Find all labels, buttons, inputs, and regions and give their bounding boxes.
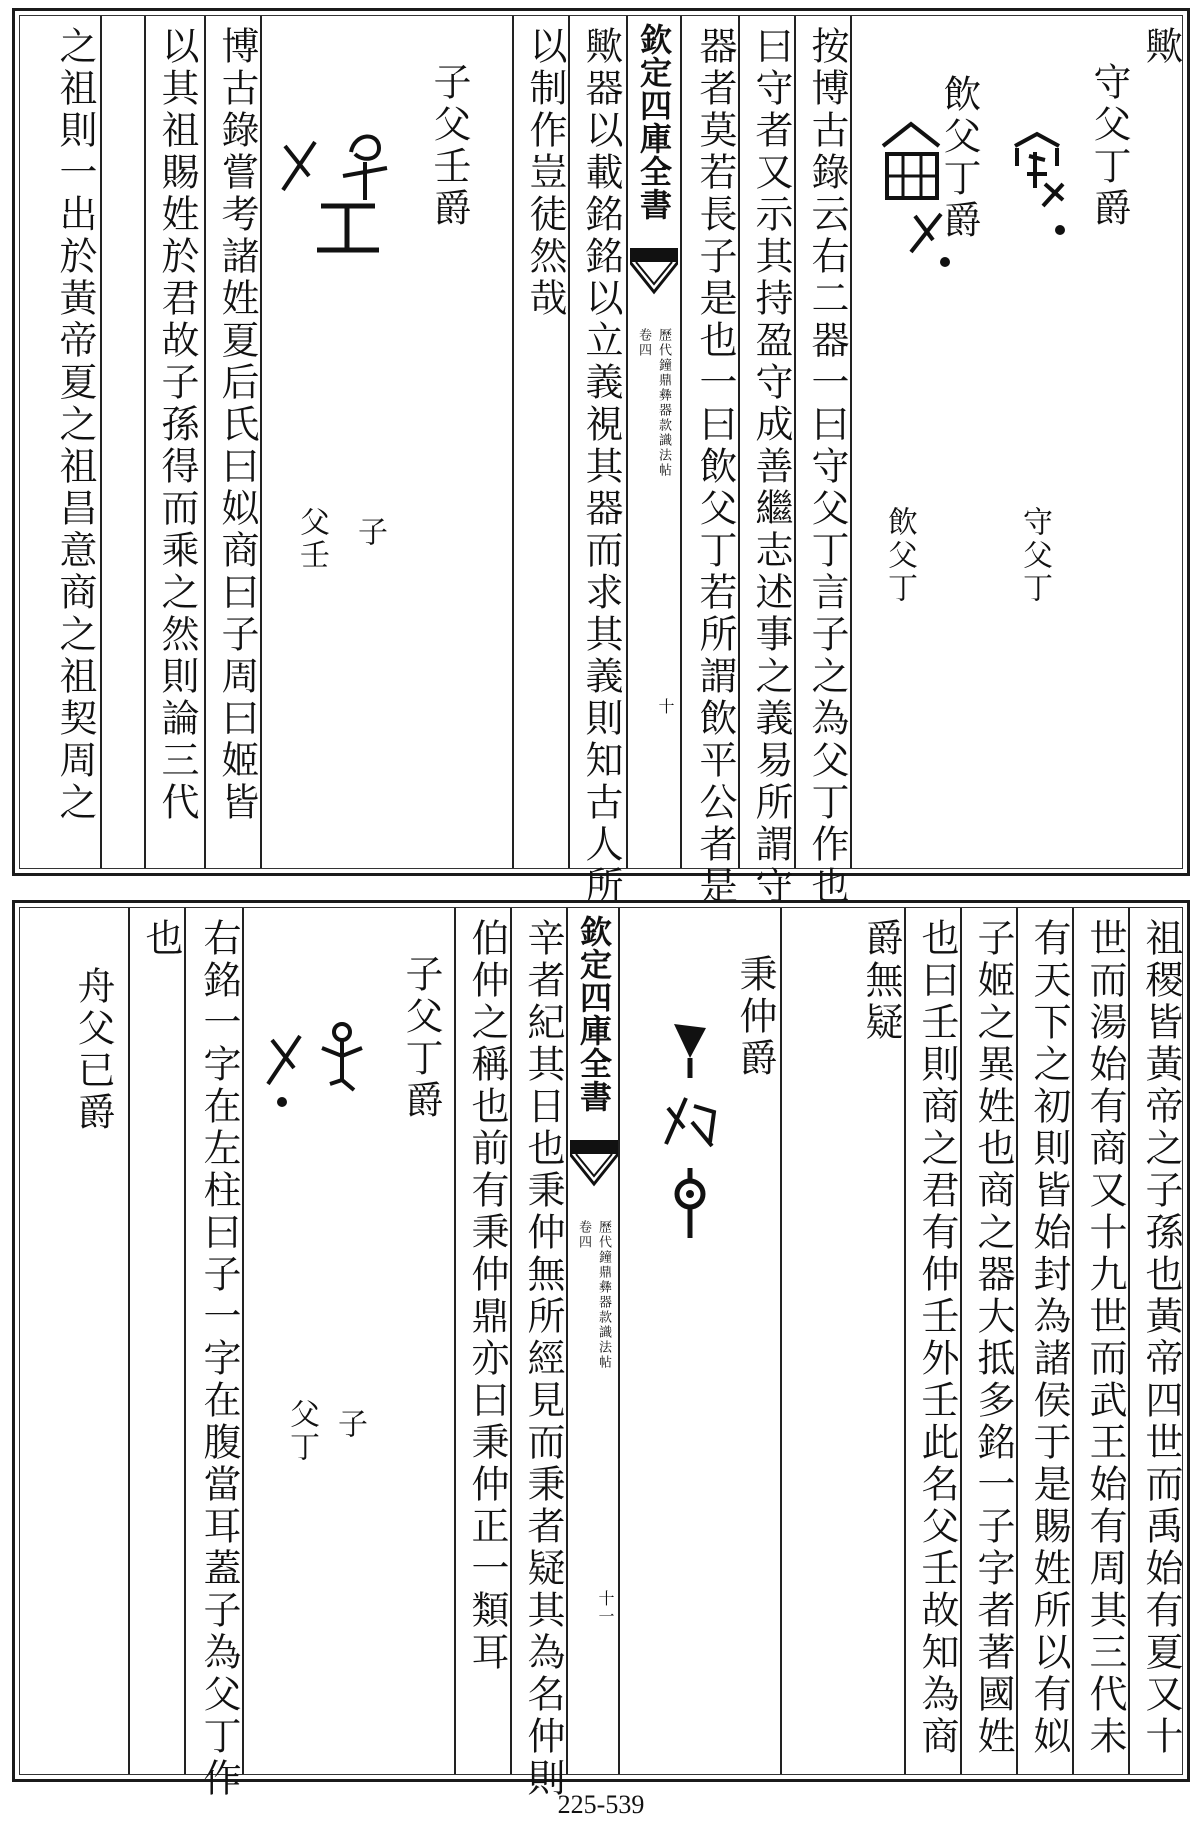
inscription-yin-fu-ding-glyph — [875, 116, 955, 276]
top-column-8: 器者莫若長子是也一曰飲父丁若所謂飲平公者是 — [693, 26, 737, 908]
bottom-column-rule — [960, 908, 962, 1774]
fishtail-mark — [570, 1140, 618, 1196]
inscription-zi-fu-ren-glyph — [275, 126, 405, 266]
top-column-rule — [680, 16, 682, 868]
top-column-9: 歟器以載銘銘以立義視其器而求其義則知古人所 — [579, 26, 623, 908]
inscription-shou-fu-ding-glyph — [1005, 126, 1075, 246]
bottom-column-rule — [184, 908, 186, 1774]
page-number: 225-539 — [557, 1790, 645, 1819]
inscription-zi-fu-ding-glyph — [260, 1018, 380, 1158]
bottom-page-frame — [12, 900, 1190, 1800]
bottom-column-11: 子 — [332, 1408, 367, 1441]
bottom-column-13: 右銘一字在左柱曰子一字在腹當耳蓋子為父丁作 — [197, 918, 241, 1800]
bottom-column-5: 也曰壬則商之君有仲壬外壬此名父壬故知為商 — [915, 918, 959, 1758]
bottom-column-6: 爵無疑 — [859, 918, 903, 1044]
top-volume-label: 卷四 — [636, 328, 651, 358]
top-page-frame — [12, 8, 1190, 908]
top-column-rule — [100, 16, 102, 868]
top-book-title: 欽定四庫全書 — [635, 23, 673, 221]
bottom-fishtail-block — [570, 1140, 618, 1774]
bottom-column-rule — [1016, 908, 1018, 1774]
top-column-2: 守父丁爵 — [1087, 62, 1131, 230]
bottom-column-rule — [1072, 908, 1074, 1774]
bottom-column-rule — [128, 908, 130, 1774]
bottom-column-9: 伯仲之稱也前有秉仲鼎亦曰秉仲正一類耳 — [465, 918, 509, 1674]
bottom-column-4: 子姬之異姓也商之器大抵多銘一子字者著國姓 — [971, 918, 1015, 1758]
top-column-16: 之祖則一出於黃帝夏之祖昌意商之祖契周之 — [53, 26, 97, 824]
top-column-1: 歟 — [1139, 26, 1183, 68]
bottom-column-rule — [454, 908, 456, 1774]
top-leaf-number: 十 — [656, 698, 675, 716]
bottom-column-rule — [1128, 908, 1130, 1774]
bottom-page-inner-border — [19, 907, 1183, 1800]
top-column-5: 飲父丁 — [882, 506, 917, 605]
bottom-column-1: 祖稷皆黃帝之子孫也黃帝四世而禹始有夏又十 — [1139, 918, 1183, 1758]
top-fishtail-block — [630, 248, 678, 868]
bottom-column-rule — [242, 908, 244, 1774]
top-column-rule — [204, 16, 206, 868]
bottom-center-spine — [570, 908, 618, 1774]
top-column-7: 曰守者又示其持盈守成善繼志述事之義易所謂守 — [749, 26, 793, 908]
top-column-10: 以制作豈徒然哉 — [523, 26, 567, 320]
top-column-4: 飲父丁爵 — [937, 74, 981, 242]
bottom-column-10: 子父丁爵 — [399, 954, 443, 1122]
bottom-column-3: 有天下之初則皆始封為諸侯于是賜姓所以有姒 — [1027, 918, 1071, 1758]
bottom-column-8: 辛者紀其日也秉仲無所經見而秉者疑其為名仲則 — [521, 918, 565, 1800]
top-page-inner-border — [19, 15, 1183, 908]
bottom-volume-label: 卷四 — [576, 1220, 591, 1250]
bottom-column-rule — [780, 908, 782, 1774]
top-column-11: 子父壬爵 — [427, 62, 471, 230]
bottom-column-14: 也 — [139, 918, 183, 960]
top-book-subtitle: 歷代鐘鼎彝器款識法帖 — [656, 328, 671, 478]
bottom-column-15: 舟父已爵 — [71, 966, 115, 1134]
bottom-column-7: 秉仲爵 — [733, 954, 777, 1080]
bottom-column-rule — [904, 908, 906, 1774]
bottom-column-2: 世而湯始有商又十九世而武王始有周其三代未 — [1083, 918, 1127, 1758]
top-column-rule — [738, 16, 740, 868]
bottom-book-subtitle: 歷代鐘鼎彝器款識法帖 — [596, 1220, 611, 1370]
top-column-12: 子 — [352, 516, 387, 549]
top-column-rule — [850, 16, 852, 868]
top-column-rule — [260, 16, 262, 868]
bottom-column-rule — [510, 908, 512, 1774]
top-column-3: 守父丁 — [1017, 506, 1052, 605]
top-center-spine — [630, 16, 678, 868]
bottom-column-rule — [566, 908, 568, 1774]
top-column-rule — [512, 16, 514, 868]
top-column-14: 博古錄嘗考諸姓夏后氏曰姒商曰子周曰姬皆 — [215, 26, 259, 824]
fishtail-mark — [630, 248, 678, 304]
bottom-column-rule — [618, 908, 620, 1774]
bottom-book-title: 欽定四庫全書 — [575, 915, 613, 1113]
top-column-rule — [794, 16, 796, 868]
inscription-bing-zhong-glyph — [660, 1018, 720, 1278]
top-column-13: 父壬 — [294, 506, 329, 572]
top-column-rule — [568, 16, 570, 868]
bottom-leaf-number: 十一 — [596, 1590, 615, 1626]
bottom-column-12: 父丁 — [284, 1398, 319, 1464]
top-column-rule — [626, 16, 628, 868]
top-column-15: 以其祖賜姓於君故子孫得而乘之然則論三代 — [155, 26, 199, 824]
top-column-rule — [144, 16, 146, 868]
top-column-6: 按博古錄云右二器一曰守父丁言子之為父丁作也 — [805, 26, 849, 908]
